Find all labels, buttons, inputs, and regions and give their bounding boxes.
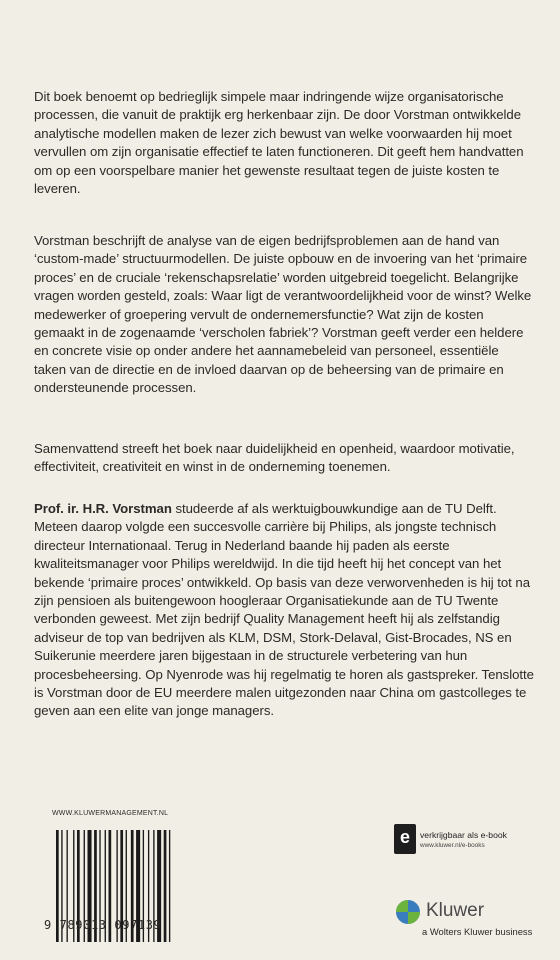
barcode-url: WWW.KLUWERMANAGEMENT.NL bbox=[52, 810, 169, 817]
description-paragraph-2 bbox=[34, 232, 534, 398]
publisher-logo bbox=[396, 900, 560, 954]
paragraph-text: Dit boek benoemt op bedrieglijk simpele maar indringende wijze organisatorische processen, die vanuit de praktijk erg herkenbaar zijn. De door Vorstman ontwikkelde analytische modellen maken de lezer zich bewust van welke voorwaarden hij moet vervullen om zijn organisatie effectief te laten functioneren. Dit geeft hem handvatten om op een voorspelbare manier het gewenste resultaat tegen de juiste kosten te leveren. bbox=[34, 89, 524, 197]
description-paragraph-1 bbox=[34, 88, 534, 198]
paragraph-text: Vorstman beschrijft de analyse van de eigen bedrijfsproblemen aan de hand van ‘custom-made’ structuurmodellen. De juiste opbouw en de invoering van het ‘primaire proces’ en de cruciale ‘rekenschapsrelatie’ worden uitgebreid toegelicht. Belangrijke vragen worden gesteld, zoals: Waar ligt de verantwoordelijkheid voor de winst? Welke medewerker of groepering vervult de ondernemersfunctie? Wat zijn de kosten gemaakt in de zogenaamde ‘verscholen fabriek’? Vorstman geeft verder een heldere en concrete visie op onder andere het aannamebeleid van personeel, essentiële taken van de directie en de invloed daarvan op de beheersing van de primaire en ondersteunende processen. bbox=[34, 233, 532, 396]
author-name: Prof. ir. H.R. Vorstman bbox=[34, 501, 172, 516]
author-bio bbox=[34, 500, 534, 721]
author-bio-body: studeerde af als werktuigbouwkundige aan de TU Delft. Meteen daarop volgde een succesvolle carrière bij Philips, als jongste technisch directeur Internationaal. Terug in Nederland baande hij paden als eerste kwaliteitsmanager voor Philips wereldwijd. In die tijd heeft hij het concept van het bekende ‘primaire proces’ ontwikkeld. Op basis van deze verworvenheden is hij tot na zijn pensioen als buitengewoon hoogleraar Organisatiekunde aan de TU Twente verbonden geweest. Met zijn bedrijf Quality Management heeft hij als zelfstandig adviseur de top van bedrijven als KLM, DSM, Stork-Delaval, Gist-Brocades, NS en Suikerunie meerdere jaren bijgestaan in de structurele verbetering van hun procesbeheersing. Op Nyenrode was hij regelmatig te horen als gastspreker. Tenslotte is Vorstman door de EU meerdere malen uitgezonden naar China om gastcolleges te geven aan een elite van jonge managers. bbox=[34, 501, 534, 719]
paragraph-text: Samenvattend streeft het boek naar duidelijkheid en openheid, waardoor motivatie, effectiviteit, creativiteit en winst in de onderneming toenemen. bbox=[34, 441, 515, 475]
ebook-label: verkrijgbaar als e-book bbox=[420, 830, 507, 840]
publisher-name: Kluwer bbox=[426, 900, 485, 921]
isbn-digits: 9 789013 097139 bbox=[44, 918, 162, 932]
ebook-icon: e bbox=[394, 824, 416, 854]
author-bio-text bbox=[34, 500, 534, 721]
ebook-badge bbox=[394, 824, 554, 860]
description-paragraph-3 bbox=[34, 440, 534, 477]
publisher-tagline: a Wolters Kluwer business bbox=[422, 926, 533, 937]
ebook-url: www.kluwer.nl/e-books bbox=[420, 842, 485, 849]
kluwer-globe-icon bbox=[396, 900, 420, 924]
